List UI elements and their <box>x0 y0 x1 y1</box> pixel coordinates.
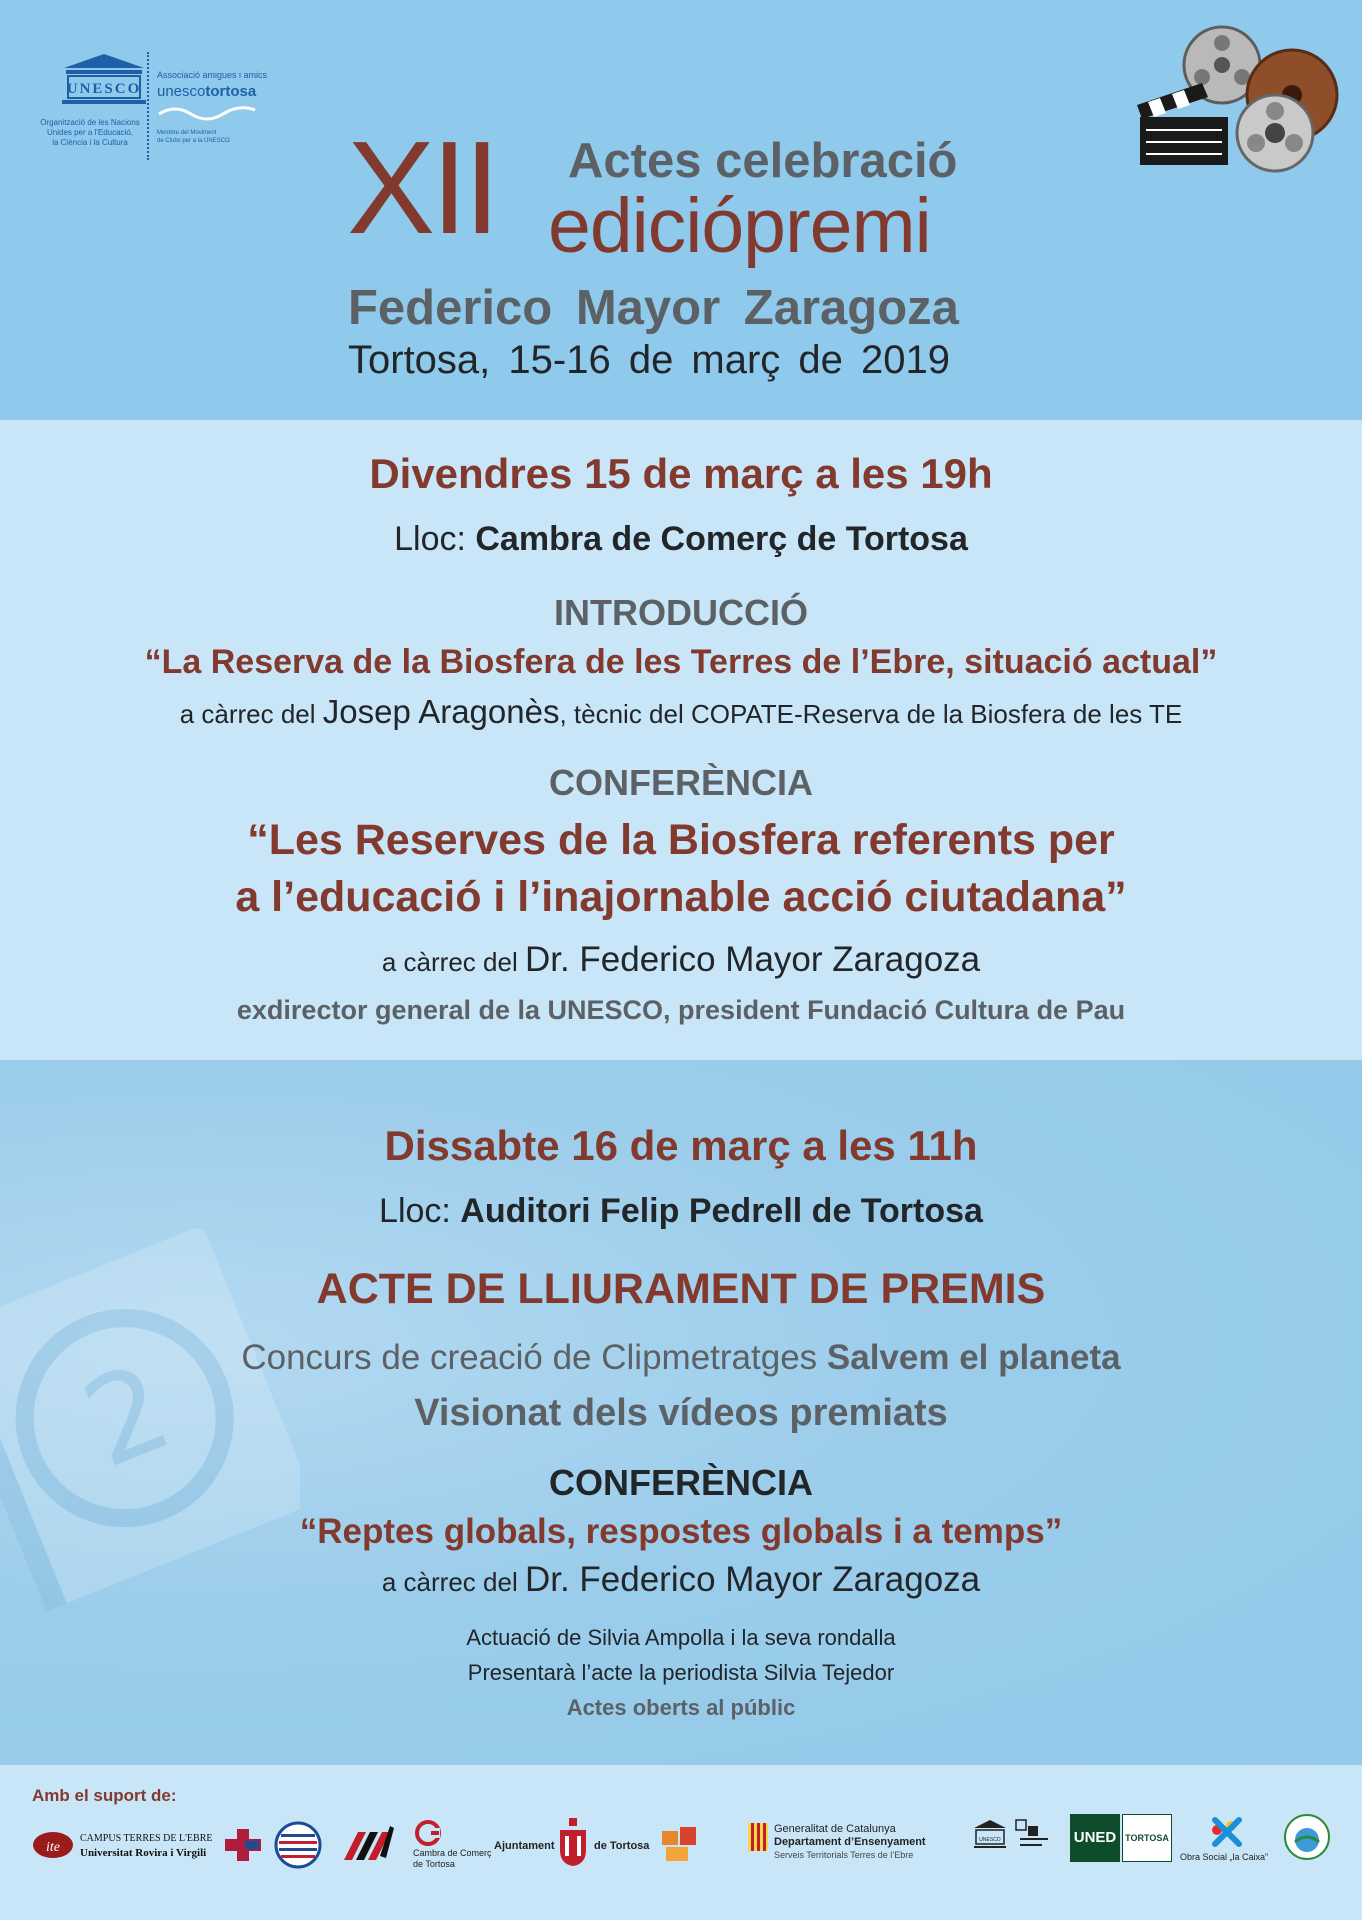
saturday-venue-name: Auditori Felip Pedrell de Tortosa <box>460 1192 983 1230</box>
edition-roman-numeral: XII <box>347 114 497 261</box>
title-actes: Actes celebració <box>568 134 958 188</box>
contest-line <box>0 1338 1362 1378</box>
friday-intro-speaker: Josep Aragonès <box>322 693 560 730</box>
friday-conf-speaker: Dr. Federico Mayor Zaragoza <box>524 940 981 979</box>
cambra-line2: de Tortosa <box>413 1859 455 1869</box>
contest-name: Salvem el planeta <box>826 1338 1121 1377</box>
note-performance: Actuació de Silvia Ampolla i la seva rondalla <box>466 1625 896 1650</box>
ajuntament-a: Ajuntament <box>494 1840 555 1852</box>
uned-b: TORTOSA <box>1125 1833 1169 1843</box>
campus-line2: Universitat Rovira i Virgili <box>80 1847 207 1859</box>
saturday-conf-by-prefix: a càrrec del <box>381 1567 525 1597</box>
saturday-conf-by <box>0 1560 1362 1600</box>
sponsor-cross-icon <box>223 1827 263 1863</box>
note-presenter: Presentarà l’acte la periodista Silvia Tejedor <box>467 1660 895 1685</box>
support-label: Amb el suport de: <box>32 1786 177 1805</box>
saturday-conf-speaker: Dr. Federico Mayor Zaragoza <box>524 1560 981 1599</box>
unesco-org-line: Organització de les Nacions <box>40 118 140 127</box>
campus-line1: CAMPUS TERRES DE L'EBRE <box>80 1833 213 1844</box>
assoc-small: de Clubs per a la UNESCO <box>157 138 230 144</box>
friday-intro-by-prefix: a càrrec del <box>179 699 323 729</box>
obra-social: Obra Social „la Caixa” <box>1180 1852 1269 1862</box>
friday-conf-by-prefix: a càrrec del <box>381 947 525 977</box>
unesco-small-icon <box>970 1818 1010 1862</box>
assoc-brand-b: tortosa <box>205 83 257 100</box>
sponsor-logos <box>0 1810 1362 1920</box>
saturday-venue <box>0 1192 1362 1231</box>
friday-venue <box>0 520 1362 559</box>
svg-text:2: 2 <box>65 1337 189 1496</box>
saturday-venue-prefix: Lloc: <box>379 1192 461 1230</box>
cambra-logo-icon <box>413 1818 443 1848</box>
unesco-org-line: la Ciència i la Cultura <box>52 138 128 147</box>
assoc-small: Membre del Moviment <box>157 130 217 136</box>
sponsor-puzzle-icon <box>660 1825 700 1865</box>
assoc-brand <box>157 83 256 100</box>
uned-a: UNED <box>1073 1829 1117 1846</box>
title-edicio: ediciópremi <box>548 183 931 269</box>
sponsor-squares-icon <box>1012 1816 1058 1860</box>
uned-tortosa <box>1122 1814 1172 1862</box>
friday-intro-role: , tècnic del COPATE-Reserva de la Biosfera de les TE <box>559 699 1183 729</box>
unesco-small-text: UNESCO <box>979 1837 1001 1843</box>
cambra-line1: Cambra de Comerç <box>413 1848 492 1858</box>
svg-text:ite: ite <box>46 1840 60 1855</box>
terres-ebre-icon <box>1282 1812 1332 1862</box>
saturday-day-title: Dissabte 16 de març a les 11h <box>384 1122 978 1169</box>
friday-venue-prefix: Lloc: <box>394 520 476 558</box>
friday-day-title: Divendres 15 de març a les 19h <box>369 450 993 497</box>
friday-conf-title-2: a l’educació i l’inajornable acció ciutadana” <box>235 873 1127 921</box>
ajuntament-b: de Tortosa <box>594 1840 650 1852</box>
assoc-line: Associació amigues i amics <box>157 70 268 80</box>
awards-heading: ACTE DE LLIURAMENT DE PREMIS <box>316 1265 1046 1313</box>
friday-intro-title: “La Reserva de la Biosfera de les Terres de l’Ebre, situació actual” <box>144 643 1218 681</box>
wave-icon <box>157 102 257 122</box>
generalitat-flag-icon <box>748 1823 768 1851</box>
unesco-logo <box>30 52 270 162</box>
svg-text:UNESCO: UNESCO <box>66 81 142 97</box>
friday-conf-heading: CONFERÈNCIA <box>548 762 813 803</box>
sponsor-stripes-icon <box>273 1820 323 1870</box>
friday-conf-speaker-role: exdirector general de la UNESCO, president Fundació Cultura de Pau <box>236 995 1126 1025</box>
contest-prefix: Concurs de creació de Clipmetratges <box>241 1338 827 1377</box>
lacaixa-star-icon <box>1205 1814 1245 1848</box>
title-name: Federico Mayor Zaragoza <box>348 281 959 335</box>
gen-line2: Departament d’Ensenyament <box>774 1836 926 1848</box>
logo-divider <box>147 52 149 160</box>
gen-line3: Serveis Territorials Terres de l’Ebre <box>774 1850 914 1860</box>
film-reels-clapperboard-icon <box>1132 25 1342 175</box>
friday-venue-name: Cambra de Comerç de Tortosa <box>475 520 968 558</box>
campus-logo-icon <box>30 1827 76 1863</box>
gen-line1: Generalitat de Catalunya <box>774 1823 896 1835</box>
friday-conf-by <box>0 940 1362 980</box>
friday-conf-title-1: “Les Reserves de la Biosfera referents per <box>247 816 1115 864</box>
unesco-org-line: Unides per a l'Educació, <box>46 128 134 137</box>
uned-logo <box>1070 1814 1120 1862</box>
saturday-conf-title: “Reptes globals, respostes globals i a temps” <box>299 1512 1063 1551</box>
note-open: Actes oberts al públic <box>566 1695 796 1720</box>
friday-intro-by <box>0 693 1362 731</box>
place-date: Tortosa, 15-16 de març de 2019 <box>348 338 951 382</box>
friday-intro-heading: INTRODUCCIÓ <box>554 592 808 633</box>
unesco-temple-logo-icon <box>58 52 150 108</box>
assoc-brand-a: unesco <box>157 83 206 100</box>
saturday-conf-heading: CONFERÈNCIA <box>548 1462 813 1503</box>
ajuntament-shield-icon <box>556 1816 590 1868</box>
sponsor-diagonal-icon <box>340 1822 396 1866</box>
screening-line: Visionat dels vídeos premiats <box>414 1392 948 1434</box>
